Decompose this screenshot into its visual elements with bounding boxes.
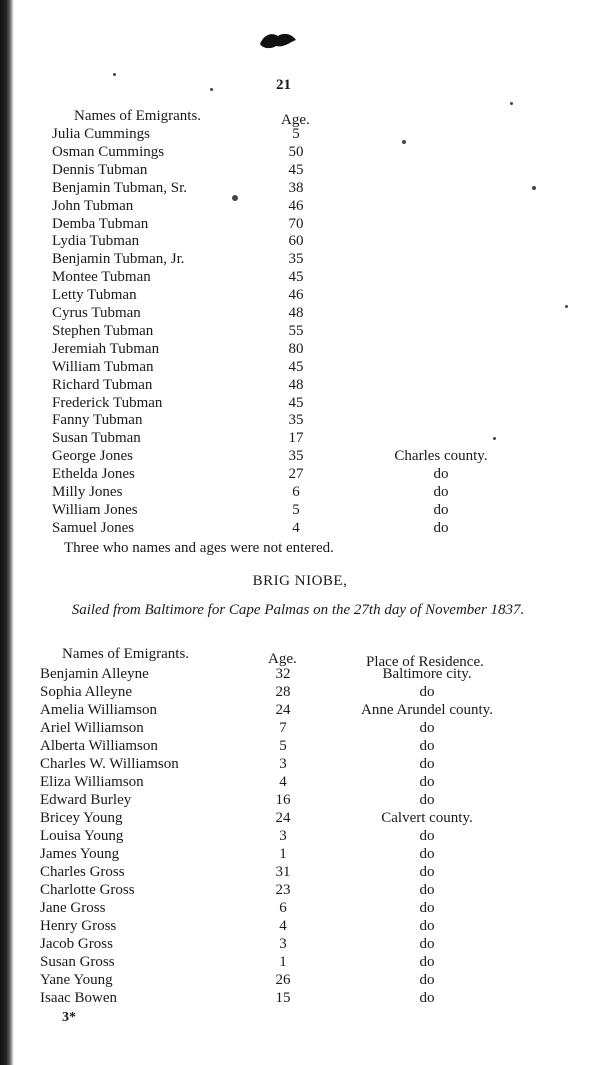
emigrant-name: Dennis Tubman [52,161,148,178]
emigrant-age: 5 [292,501,300,518]
emigrant-age: 3 [279,828,287,844]
emigrant-residence: do [419,792,435,808]
emigrant-name: Ariel Williamson [40,720,144,736]
emigrant-name: Richard Tubman [52,376,153,393]
emigrant-row [40,845,527,863]
first-list-names-header: Names of Emigrants. [74,108,202,124]
emigrant-row [40,935,527,953]
emigrant-age: 15 [275,990,291,1006]
emigrant-name: William Tubman [52,358,154,375]
emigrant-age: 46 [288,287,304,304]
emigrant-residence: do [419,846,435,862]
emigrant-residence: do [419,972,435,988]
page-binding-edge [0,0,14,1065]
emigrant-age: 4 [279,918,287,934]
emigrant-row [52,376,541,394]
emigrant-age: 28 [275,684,291,700]
emigrant-name: Osman Cummings [52,143,165,160]
emigrant-residence: do [419,936,435,952]
emigrant-name: Julia Cummings [52,126,150,142]
emigrant-residence: Baltimore city. [382,666,472,682]
emigrant-residence: do [419,774,435,790]
emigrant-row [52,143,541,161]
ink-speck [565,305,568,308]
emigrant-age: 4 [279,774,287,790]
emigrant-name: Charles Gross [40,864,125,880]
emigrant-name: Louisa Young [40,828,124,844]
emigrant-row [52,286,541,304]
emigrant-name: Edward Burley [40,792,132,808]
emigrant-row [52,179,541,197]
emigrant-row [40,809,527,827]
emigrant-residence: do [419,684,435,700]
emigrant-age: 48 [288,305,304,321]
emigrant-residence: do [419,864,435,880]
emigrant-residence: Charles county. [394,448,488,465]
emigrant-name: Jacob Gross [40,936,113,952]
emigrant-age: 23 [275,882,291,898]
emigrant-name: Sophia Alleyne [40,684,133,700]
emigrant-name: Charlotte Gross [40,882,135,898]
signature-mark: 3* [62,1010,76,1025]
ink-blot [258,30,298,50]
emigrant-row [40,755,527,773]
emigrant-row [52,358,541,376]
emigrant-name: Jeremiah Tubman [52,340,160,357]
emigrant-row [52,215,541,233]
emigrant-residence: Anne Arundel county. [361,702,493,718]
emigrant-age: 55 [288,322,304,339]
emigrant-row [52,250,541,268]
brig-names-header: Names of Emigrants. [62,646,190,662]
emigrant-row [52,411,541,429]
emigrant-name: Eliza Williamson [40,774,144,790]
emigrant-row [52,161,541,179]
emigrant-row [40,881,527,899]
emigrant-residence: do [419,990,435,1006]
emigrant-age: 60 [288,233,304,250]
emigrant-row [52,232,541,250]
emigrant-residence: do [419,918,435,934]
emigrant-name: Isaac Bowen [40,990,118,1006]
emigrant-name: Alberta Williamson [40,738,158,754]
emigrant-age: 80 [288,340,304,357]
emigrant-age: 31 [275,864,291,880]
emigrant-residence: do [419,720,435,736]
emigrant-residence: do [419,900,435,916]
emigrant-name: George Jones [52,448,133,465]
emigrant-age: 45 [288,161,304,178]
emigrant-age: 26 [275,972,291,988]
emigrant-name: Benjamin Tubman, Jr. [52,251,185,268]
ship-name-heading: BRIG NIOBE, [252,573,348,589]
emigrant-age: 35 [288,448,304,465]
brig-residence-header: Place of Residence. [366,654,484,670]
emigrant-age: 3 [279,756,287,772]
emigrant-age: 38 [288,179,304,196]
brig-age-header: Age. [268,651,297,667]
emigrant-age: 7 [279,720,287,736]
emigrant-age: 46 [288,197,304,214]
emigrant-age: 5 [279,738,287,754]
emigrant-age: 3 [279,936,287,952]
emigrant-age: 1 [279,846,287,862]
emigrant-residence: do [419,882,435,898]
emigrant-age: 4 [292,519,300,536]
emigrant-row [52,340,541,358]
emigrant-name: Cyrus Tubman [52,305,141,321]
sailing-details: Sailed from Baltimore for Cape Palmas on the 27th day of November 1837. [71,602,525,618]
emigrant-name: Frederick Tubman [52,394,163,411]
emigrant-name: James Young [40,846,120,862]
emigrant-row [40,665,527,683]
emigrant-age: 16 [275,792,291,808]
emigrant-row [52,304,541,322]
emigrant-age: 35 [288,412,304,429]
emigrant-row [40,917,527,935]
emigrant-row [40,773,527,791]
emigrant-age: 45 [288,358,304,375]
emigrant-row [52,483,541,501]
emigrant-row [40,899,527,917]
ink-speck [210,88,213,91]
emigrant-name: John Tubman [52,197,134,214]
emigrant-age: 50 [288,143,304,160]
emigrant-age: 17 [288,430,304,447]
emigrant-name: Letty Tubman [52,287,137,304]
emigrant-residence: do [433,484,449,500]
emigrant-row [52,322,541,340]
emigrant-row [40,719,527,737]
emigrant-row [52,519,541,537]
first-list-age-header: Age. [281,112,310,128]
emigrant-row [52,268,541,286]
emigrant-age: 24 [275,810,291,826]
emigrant-age: 24 [275,702,291,718]
emigrant-row [40,971,527,989]
emigrant-row [40,701,527,719]
emigrant-name: Lydia Tubman [52,233,140,250]
emigrant-name: Jane Gross [40,900,106,916]
emigrant-residence: do [419,738,435,754]
emigrant-age: 35 [288,251,304,268]
emigrant-age: 27 [288,466,304,483]
emigrant-age: 1 [279,954,287,970]
emigrant-row [52,197,541,215]
emigrant-name: Stephen Tubman [52,322,154,339]
emigrant-residence: do [419,828,435,844]
emigrant-residence: Calvert county. [381,810,473,826]
emigrant-age: 6 [292,484,300,500]
emigrant-name: Henry Gross [40,918,117,934]
emigrant-name: Demba Tubman [52,215,149,232]
emigrant-row [40,827,527,845]
emigrant-residence: do [433,501,449,518]
emigrant-name: Ethelda Jones [52,466,135,483]
emigrant-name: Montee Tubman [52,269,151,286]
emigrant-name: Fanny Tubman [52,412,143,429]
emigrant-row [40,989,527,1007]
emigrant-residence: do [433,466,449,483]
emigrant-name: Benjamin Alleyne [40,666,149,682]
emigrant-name: William Jones [52,501,138,518]
emigrant-age: 45 [288,269,304,286]
ink-speck [510,102,513,105]
unrecorded-note: Three who names and ages were not entered. [64,540,334,556]
emigrant-row [52,447,541,465]
emigrant-row [52,125,541,143]
emigrant-name: Yane Young [40,972,113,988]
ink-speck [113,73,116,76]
emigrant-residence: do [419,954,435,970]
emigrant-row [52,465,541,483]
emigrant-row [52,501,541,519]
emigrant-name: Benjamin Tubman, Sr. [52,179,188,196]
emigrant-name: Susan Gross [40,954,115,970]
emigrant-name: Bricey Young [40,810,123,826]
emigrant-age: 32 [275,666,291,682]
emigrant-row [52,394,541,412]
emigrant-row [52,429,541,447]
emigrant-age: 70 [288,215,304,232]
emigrant-residence: do [419,756,435,772]
emigrant-residence: do [433,519,449,536]
emigrant-row [40,737,527,755]
emigrant-age: 48 [288,376,304,393]
emigrant-age: 6 [279,900,287,916]
emigrant-name: Milly Jones [52,484,123,500]
emigrant-age: 5 [292,126,300,142]
emigrant-name: Susan Tubman [52,430,141,447]
page-number: 21 [276,77,291,93]
emigrant-name: Charles W. Williamson [40,756,179,772]
emigrant-row [40,791,527,809]
emigrant-row [40,953,527,971]
emigrant-name: Samuel Jones [52,519,135,536]
emigrant-row [40,863,527,881]
emigrant-row [40,683,527,701]
emigrant-age: 45 [288,394,304,411]
emigrant-name: Amelia Williamson [40,702,158,718]
